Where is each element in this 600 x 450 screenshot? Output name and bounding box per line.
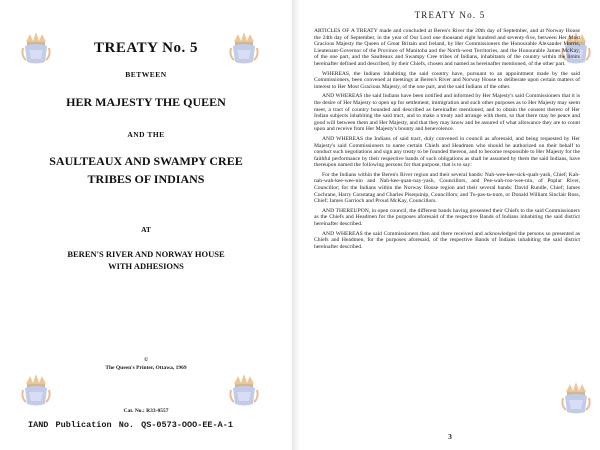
- between-label: BETWEEN: [125, 70, 167, 79]
- catalogue-number: Cat. No.: R33-0557: [123, 408, 169, 414]
- treaty-title: TREATY No. 5: [94, 40, 198, 56]
- places-line-2: WITH ADHESIONS: [108, 261, 184, 271]
- paragraph-thereupon: AND THEREUPON, in open council, the different bands having presented their Chiefs to the said Commissioners as the Chiefs and Headmen for the purposes aforesaid of the respective Bands of Indians inhabiting the said district hereinafter described.: [314, 207, 580, 228]
- paragraph-whereas-2: AND WHEREAS the said Indians have been notified and informed by Her Majesty's said Commissioners that it is the desire of Her Majesty to open up for settlement, immigration and such other purposes as to Her Majesty may seem meet, a tract of country bounded and described as hereinafter mentioned, and to obtain the consent thereto of Her Indian subjects inhabiting the said tract, and to make a treaty and arrange with them, so that there may be peace and good will between them and Her Majesty, and that they may know and be assured of what allowance they are to count upon and receive from Her Majesty's bounty and benevolence.: [314, 93, 580, 133]
- running-header: TREATY No. 5: [414, 10, 486, 20]
- paragraph-articles: ARTICLES OF A TREATY made and concluded at Beren's River the 20th day of September, and at Norway House the 24th day of September, in the year of Our Lord one thousand eight hundred and seventy-five, between Her Most Gracious Majesty the Queen of Great Britain and Ireland, by Her Commissioners the Honourable Alexander Morris, Lieutenant-Governor of the Province of Manitoba and the North-west Territories, and the Honourable James McKay, of the one part, and the Saulteaux and Swampy Cree tribes of Indians, inhabitants of the country within the limits hereinafter defined and described, by their Chiefs, chosen and named as hereinafter mentioned, of the other part.: [314, 28, 580, 67]
- and-the-label: AND THE: [127, 130, 165, 139]
- party-two-line-2: TRIBES OF INDIANS: [87, 172, 205, 186]
- paragraph-whereas-1: WHEREAS, the Indians inhabiting the said country have, pursuant to an appointment made by the said Commissioners, been convened at meetings at Beren's River and Norway House to deliberate upon certain matters of interest to Her Most Gracious Majesty, of the one part, and the said Indians of the other.: [314, 70, 580, 90]
- page-gutter: [292, 0, 300, 450]
- paragraph-whereas-3: AND WHEREAS the Indians of said tract, duly convened in council as aforesaid, and being requested by Her Majesty's said Commissioners to name certain Chiefs and Headmen who should be authorized on their behalf to conduct such negotiations and sign any treaty to be founded thereon, and to become responsible to Her Majesty for the faithful performance by their respective bands of such obligations as shall be assumed by them the said Indians, have thereupon named the following persons for that purpose, that is to say:: [314, 135, 580, 169]
- treaty-body: [314, 28, 580, 253]
- party-two-line-1: SAULTEAUX AND SWAMPY CREE: [49, 154, 243, 168]
- at-label: AT: [141, 225, 151, 234]
- copyright-symbol: ©: [143, 357, 149, 363]
- text-page: [300, 0, 600, 450]
- places: [0, 248, 292, 272]
- paragraph-whereas-4: AND WHEREAS the said Commissioners then and there received and acknowledged the persons so presented as Chiefs and Headmen, for the purposes aforesaid, of the respective Bands of Indians inhabiting the said district hereinafter described.: [314, 230, 580, 250]
- title-page: [0, 0, 292, 450]
- page-number: 3: [448, 432, 452, 441]
- party-two: [0, 152, 292, 188]
- places-line-1: BEREN'S RIVER AND NORWAY HOUSE: [67, 249, 225, 259]
- emblem-icon: [20, 372, 52, 406]
- paragraph-bands: For the Indians within the Beren's River region and their several bands: Nah-wee-kee-sick-quah-yash, Chief; Kah-nah-wah-kee-wee-nin and Nah-kee-quan-nay-yash, Councillors, and Pee-wah-roo-wee-nin, of Poplar River, Councillor; for the Indians within the Norway House region and their several bands: David Rundle, Chief; James Cochrane, Harry Constatag and Charles Pisequinip, Councillors; and Tu-pas-ta-num, or Donald William Sinclair Ross, Chief; James Garrioch and Proud McKay, Councillors.: [314, 171, 580, 205]
- emblem-icon: [228, 372, 260, 406]
- emblem-icon: [560, 380, 592, 414]
- publication-number: IAND Publication No. QS-0573-OOO-EE-A-1: [28, 420, 233, 430]
- party-one: HER MAJESTY THE QUEEN: [66, 95, 226, 109]
- printer-credit: The Queen's Printer, Ottawa, 1969: [105, 365, 187, 371]
